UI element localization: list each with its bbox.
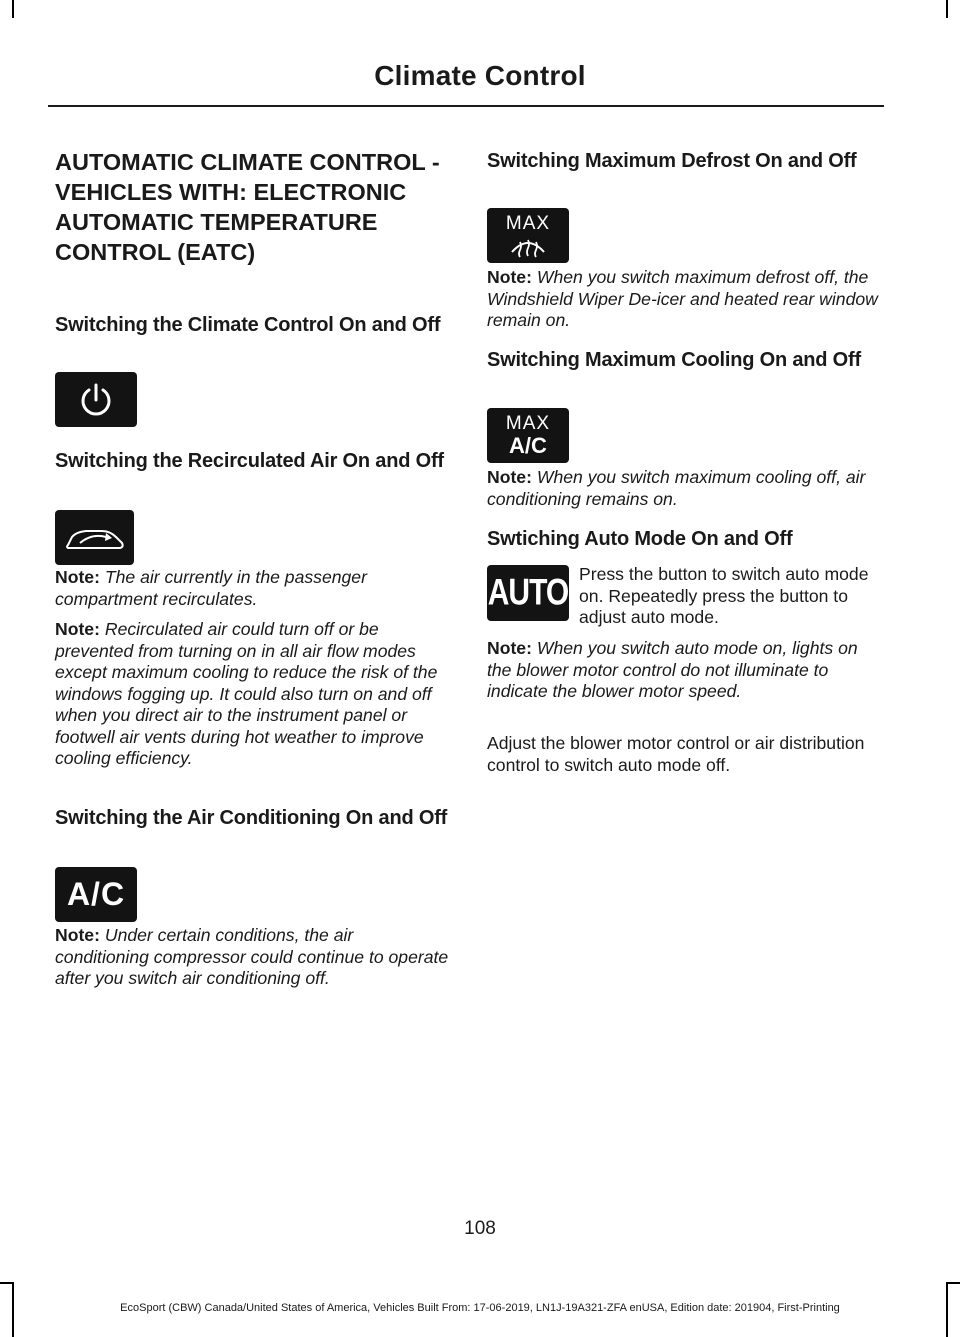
note-text: Under certain conditions, the air conditioning compressor could continue to operate after you switch air conditioning off. [55, 925, 449, 988]
heading-auto-mode: Swtiching Auto Mode On and Off [487, 528, 793, 550]
note-ac [55, 925, 450, 990]
page-header-title: Climate Control [374, 60, 586, 91]
crop-mark-bottom-left-h [0, 1282, 14, 1284]
ac-icon [55, 867, 137, 922]
note-label: Note: [487, 267, 532, 287]
note-defrost [487, 267, 882, 332]
heading-climate-on-off: Switching the Climate Control On and Off [55, 314, 441, 336]
note-label: Note: [487, 467, 532, 487]
page-number: 108 [464, 1218, 496, 1239]
note-label: Note: [55, 925, 100, 945]
note-label: Note: [487, 638, 532, 658]
note-recirc-1 [55, 567, 450, 610]
section-title: AUTOMATIC CLIMATE CONTROL - VEHICLES WITH: ELECTRONIC AUTOMATIC TEMPERATURE CONTROL (EATC) [55, 149, 440, 265]
heading-ac-on-off: Switching the Air Conditioning On and Off [55, 807, 448, 829]
auto-off-paragraph: Adjust the blower motor control or air distribution control to switch auto mode off. [487, 733, 865, 775]
note-label: Note: [55, 567, 100, 587]
ac-label: A/C [509, 432, 547, 458]
note-auto [487, 638, 882, 703]
heading-recirc-on-off: Switching the Recirculated Air On and Off [55, 450, 444, 472]
note-text: When you switch maximum cooling off, air conditioning remains on. [487, 467, 866, 509]
ac-icon-label: A/C [66, 876, 126, 912]
max-label: MAX [505, 212, 551, 234]
power-icon [55, 372, 137, 427]
auto-icon [487, 565, 569, 621]
auto-instruction: Press the button to switch auto mode on. Repeatedly press the button to adjust auto mode. [579, 564, 869, 627]
footer-text: EcoSport (CBW) Canada/United States of America, Vehicles Built From: 17-06-2019, LN1J-19A321-ZFA enUSA, Edition date: 201904, First-Printing [120, 1302, 840, 1314]
max-defrost-icon [487, 208, 569, 263]
note-text: When you switch auto mode on, lights on the blower motor control do not illuminate to indicate the blower motor speed. [487, 638, 858, 701]
heading-max-cooling: Switching Maximum Cooling On and Off [487, 349, 861, 371]
header-divider [48, 105, 884, 107]
auto-label: AUTO [487, 571, 569, 613]
note-text: Recirculated air could turn off or be prevented from turning on in all air flow modes except maximum cooling to reduce the risk of the windows fogging up. It could also turn on and off when you direct air to the instrument panel or footwell air vents during hot weather to improve cooling efficiency. [55, 619, 438, 768]
note-recirc-2 [55, 619, 450, 770]
note-label: Note: [55, 619, 100, 639]
note-text: When you switch maximum defrost off, the Windshield Wiper De-icer and heated rear window remain on. [487, 267, 878, 330]
crop-mark-bottom-right-h [946, 1282, 960, 1284]
note-cooling [487, 467, 882, 510]
note-text: The air currently in the passenger compartment recirculates. [55, 567, 367, 609]
heading-max-defrost: Switching Maximum Defrost On and Off [487, 150, 857, 172]
crop-mark-top-right [946, 0, 948, 18]
recirculation-icon [55, 510, 134, 565]
max-label: MAX [505, 412, 551, 434]
crop-mark-top-left [12, 0, 14, 18]
max-ac-icon [487, 408, 569, 463]
